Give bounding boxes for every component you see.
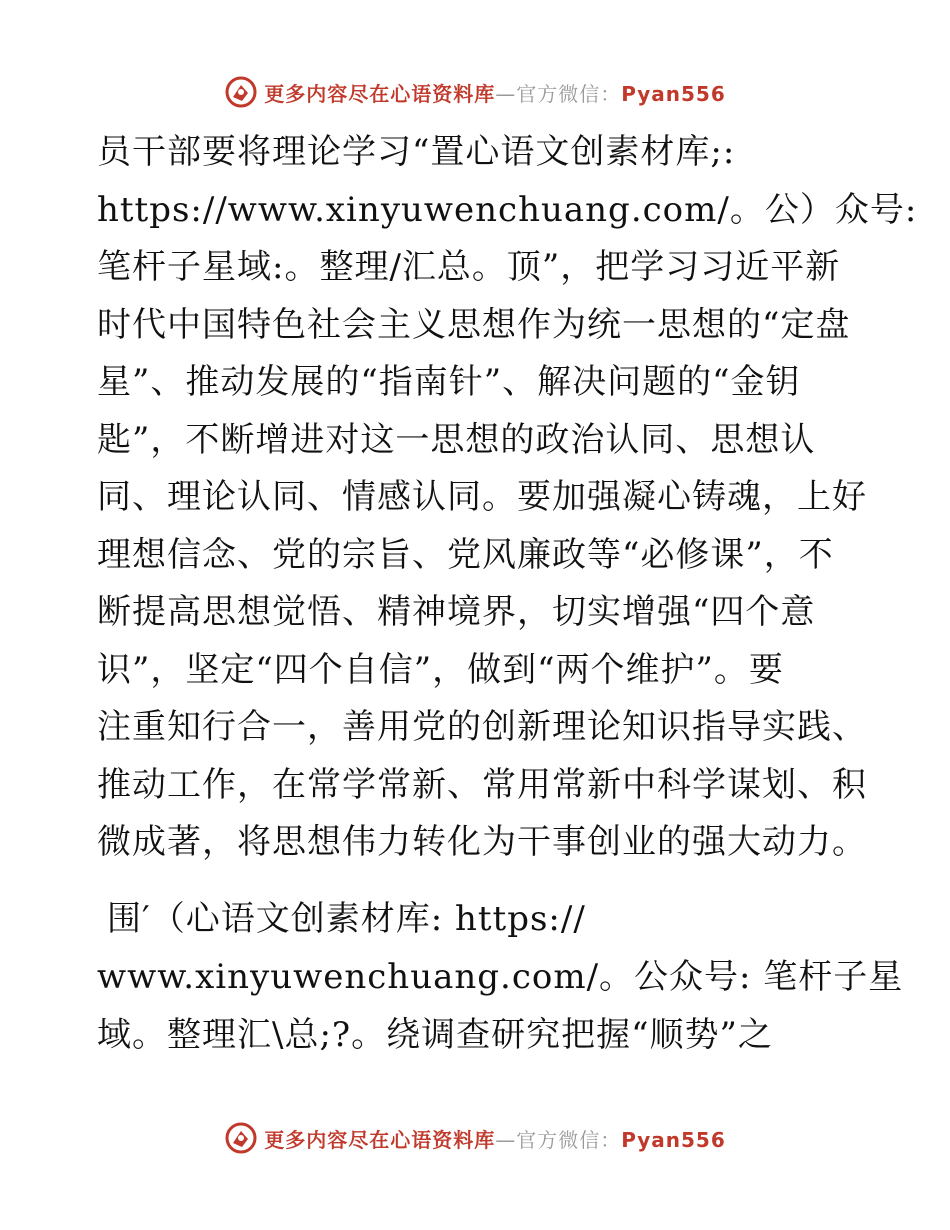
text-line: www.xinyuwenchuang.com/。公众号: 笔杆子星 <box>97 956 904 997</box>
text-line: 同、理论认同、情感认同。要加强凝心铸魂，上好 <box>97 477 867 517</box>
footer-separator: — <box>495 1127 517 1152</box>
text-line: 识”，坚定“四个自信”，做到“两个维护”。要 <box>97 649 784 690</box>
text-line: 星”、推动发展的“指南针”、解决问题的“金钥 <box>97 362 801 402</box>
text-line: 域。整理汇\总;?。绕调查研究把握“顺势”之 <box>97 1014 773 1055</box>
text-line: 员干部要将理论学习“置心语文创素材库;: <box>97 132 736 172</box>
text-line: 推动工作，在常学常新、常用常新中科学谋划、积 <box>97 764 867 805</box>
header-banner-text <box>264 78 726 107</box>
document-body <box>97 124 918 1064</box>
brand-logo-icon <box>224 75 258 109</box>
paragraph-2 <box>97 890 904 1064</box>
paragraph-1 <box>97 124 918 872</box>
text-line: 注重知行合一，善用党的创新理论知识指导实践、 <box>97 707 867 747</box>
header-wechat-id: Pyan556 <box>621 81 726 106</box>
header-brand: 更多内容尽在心语资料库 <box>264 81 496 106</box>
text-line: 匙”，不断增进对这一思想的政治认同、思想认 <box>97 419 816 460</box>
footer-brand: 更多内容尽在心语资料库 <box>264 1127 496 1152</box>
footer-official-label: 官方微信： <box>516 1127 622 1152</box>
text-line: https://www.xinyuwenchuang.com/。公）众号: <box>97 189 918 230</box>
text-line: 围′（心语文创素材库: https:// <box>107 898 586 939</box>
brand-logo-icon <box>224 1121 258 1155</box>
text-line: 时代中国特色社会主义思想作为统一思想的“定盘 <box>97 304 851 345</box>
footer-banner <box>0 1118 950 1158</box>
header-official-label: 官方微信： <box>516 81 622 106</box>
footer-wechat-id: Pyan556 <box>621 1127 726 1152</box>
text-line: 笔杆子星域:。整理/汇总。顶”，把学习习近平新 <box>97 247 841 287</box>
text-line: 理想信念、党的宗旨、党风廉政等“必修课”，不 <box>97 534 834 575</box>
header-banner <box>0 72 950 112</box>
footer-banner-text <box>264 1124 726 1153</box>
text-line: 断提高思想觉悟、精神境界，切实增强“四个意 <box>97 592 816 632</box>
text-line: 微成著，将思想伟力转化为干事创业的强大动力。 <box>97 822 867 862</box>
header-separator: — <box>495 81 517 106</box>
